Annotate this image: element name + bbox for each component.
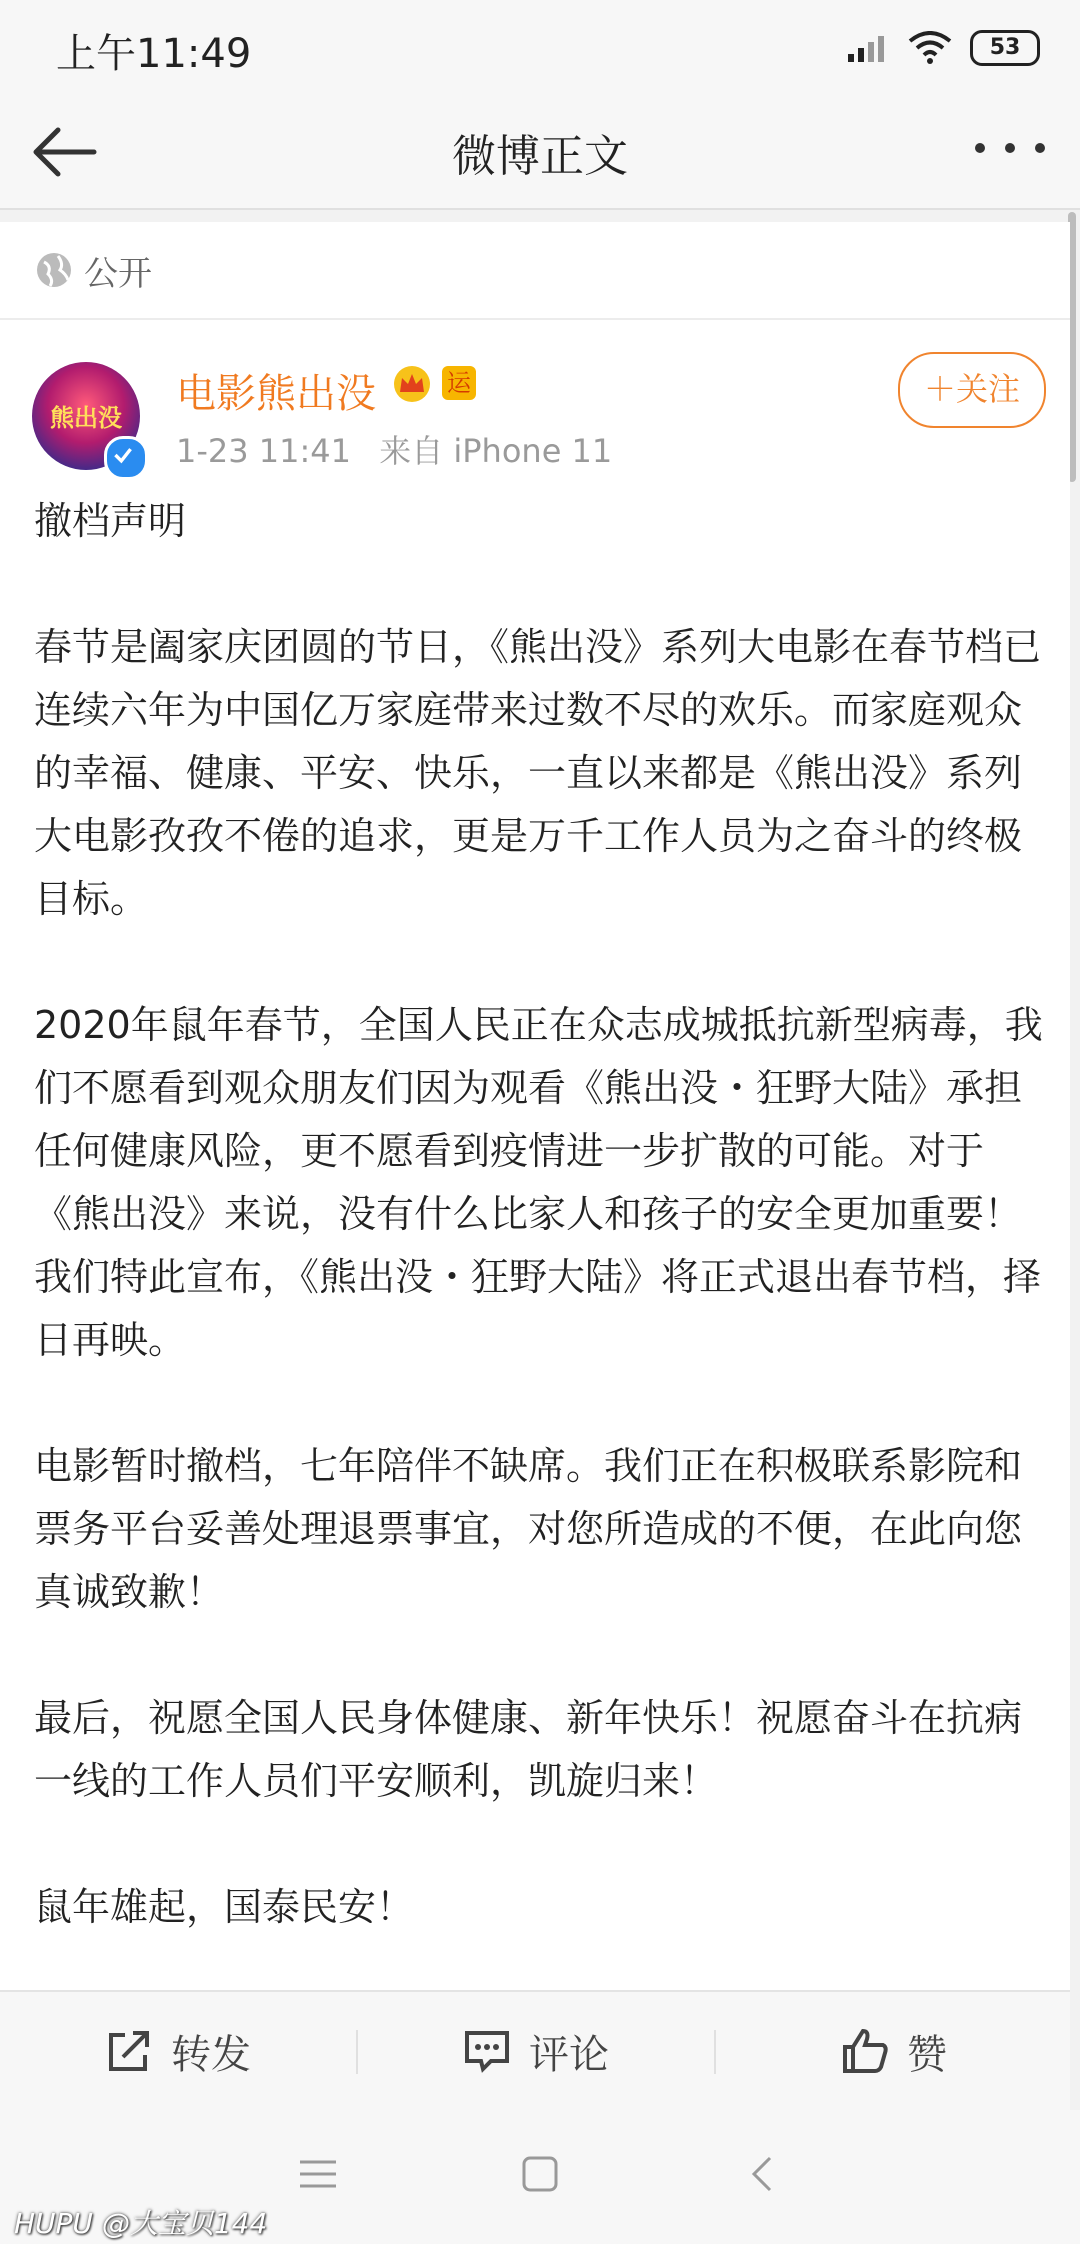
post-meta bbox=[176, 426, 630, 472]
home-icon[interactable] bbox=[516, 2150, 564, 2198]
watermark: HUPU @大宝贝144 bbox=[14, 2207, 268, 2240]
post-paragraph: 最后，祝愿全国人民身体健康、新年快乐！祝愿奋斗在抗病一线的工作人员们平安顺利，凯旋归来！ bbox=[34, 1696, 1023, 1803]
globe-icon bbox=[34, 250, 74, 290]
post-paragraph: 鼠年雄起，国泰民安！ bbox=[34, 1885, 415, 1929]
yun-badge: 运 bbox=[442, 366, 476, 400]
menu-icon[interactable] bbox=[294, 2150, 342, 2198]
post-time: 1-23 11:41 bbox=[176, 432, 352, 470]
repost-icon bbox=[105, 2027, 153, 2075]
status-bar bbox=[0, 0, 1080, 96]
comment-label: 评论 bbox=[529, 2031, 609, 2078]
page-title: 微博正文 bbox=[452, 131, 628, 182]
signal-icon bbox=[846, 32, 890, 64]
more-dots-icon[interactable] bbox=[970, 138, 1050, 158]
like-label: 赞 bbox=[907, 2031, 947, 2078]
comment-icon bbox=[463, 2027, 511, 2075]
battery-icon: 53 bbox=[970, 30, 1040, 66]
avatar-logo-text: 熊出没 bbox=[50, 404, 122, 432]
post-paragraph: 电影暂时撤档，七年陪伴不缺席。我们正在积极联系影院和票务平台妥善处理退票事宜，对您所造成的不便，在此向您真诚致歉！ bbox=[34, 1444, 1023, 1614]
top-nav-bar bbox=[0, 96, 1080, 210]
post-paragraph: 撤档声明 bbox=[34, 499, 187, 543]
back-icon[interactable] bbox=[740, 2150, 788, 2198]
crown-icon bbox=[392, 364, 432, 404]
status-icons bbox=[846, 28, 1040, 68]
thumbs-up-icon bbox=[841, 2027, 889, 2075]
repost-label: 转发 bbox=[171, 2031, 251, 2078]
visibility-label: 公开 bbox=[84, 254, 152, 294]
post-source: 来自 iPhone 11 bbox=[379, 432, 613, 470]
verified-badge-icon bbox=[104, 436, 148, 480]
post-paragraph: 2020年鼠年春节，全国人民正在众志成城抵抗新型病毒，我们不愿看到观众朋友们因为观看《熊出没・狂野大陆》承担任何健康风险，更不愿看到疫情进一步扩散的可能。对于《熊出没》来说，没有什么比家人和孩子的安全更加重要！我们特此宣布，《熊出没・狂野大陆》将正式退出春节档，择日再映。 bbox=[34, 1003, 1043, 1362]
follow-button[interactable]: ＋关注 bbox=[898, 352, 1046, 428]
repost-button[interactable] bbox=[0, 1992, 356, 2110]
comment-button[interactable] bbox=[358, 1992, 714, 2110]
post-body bbox=[34, 490, 1044, 2002]
post-paragraph: 春节是阖家庆团圆的节日，《熊出没》系列大电影在春节档已连续六年为中国亿万家庭带来过数不尽的欢乐。而家庭观众的幸福、健康、平安、快乐，一直以来都是《熊出没》系列大电影孜孜不倦的追求，更是万千工作人员为之奋斗的终极目标。 bbox=[34, 625, 1042, 921]
status-time: 上午11:49 bbox=[56, 31, 252, 77]
wifi-icon bbox=[908, 31, 952, 65]
author-name[interactable]: 电影熊出没 bbox=[176, 371, 376, 417]
like-button[interactable] bbox=[716, 1992, 1072, 2110]
action-bar bbox=[0, 1990, 1070, 2112]
visibility-row bbox=[0, 222, 1070, 320]
post-card bbox=[0, 222, 1070, 1990]
